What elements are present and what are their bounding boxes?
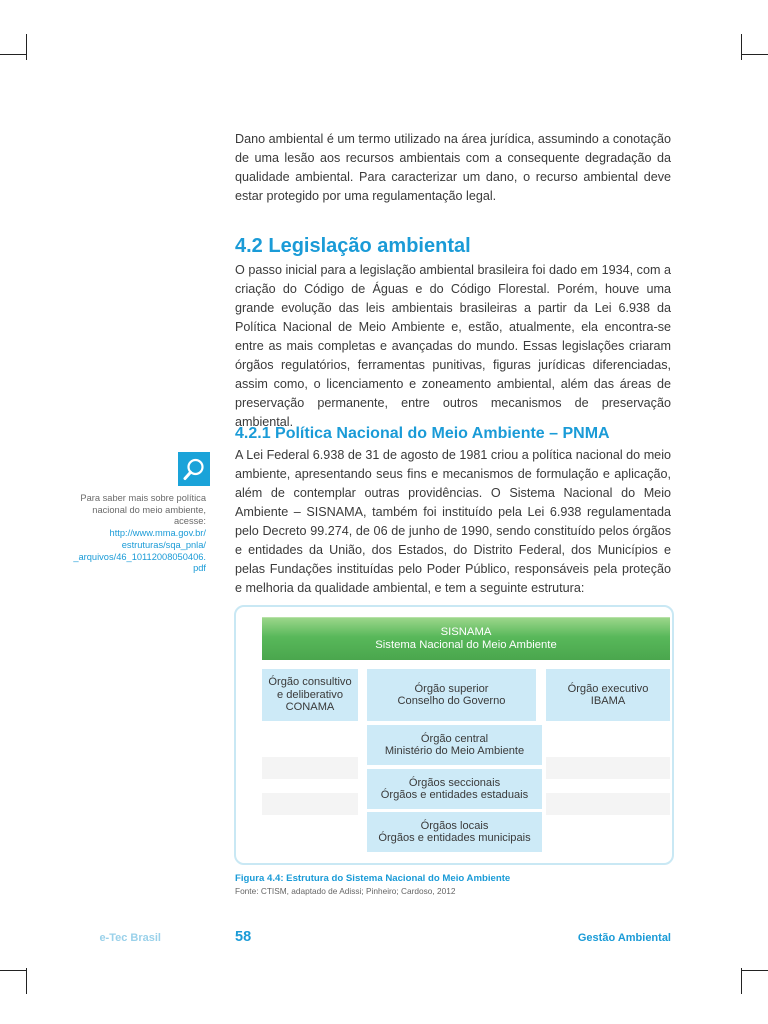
note-link[interactable]: http://www.mma.gov.br/ <box>109 528 206 539</box>
crop-mark <box>741 968 742 994</box>
crop-mark <box>26 968 27 994</box>
conama-box <box>262 669 358 721</box>
placeholder-shadow <box>262 757 358 779</box>
note-link[interactable]: estruturas/sqa_pnla/ <box>121 539 206 550</box>
crop-mark <box>0 54 26 55</box>
box-label: Órgão executivo <box>567 682 649 695</box>
crop-mark <box>26 34 27 60</box>
note-text: acesse: <box>173 516 206 527</box>
box-label: Órgãos locais <box>420 819 489 832</box>
crop-mark <box>0 970 26 971</box>
intro-paragraph: Dano ambiental é um termo utilizado na área jurídica, assumindo a conotação de uma lesão aos recursos ambientais com a consequente degradação da qualidade ambiental. Para caracterizar um dano, o recurso ambiental deve estar protegido por uma regulamentação legal. <box>235 132 671 203</box>
box-label: Órgão consultivo <box>268 676 352 689</box>
box-label: IBAMA <box>590 695 626 707</box>
subsection-heading: 4.2.1 Política Nacional do Meio Ambiente – PNMA <box>235 425 610 442</box>
page-number: 58 <box>235 929 252 945</box>
note-text: nacional do meio ambiente, <box>92 504 206 515</box>
note-link[interactable]: pdf <box>193 563 206 574</box>
section-paragraph: O passo inicial para a legislação ambiental brasileira foi dado em 1934, com a criação do Código de Águas e do Código Florestal. Porém, houve uma grande evolução das leis ambientais brasileiras a partir da Lei 6.938 da Política Nacional de Meio Ambiente e, estão, atualmente, ela encontra-se entre as mais completas e avançadas do mundo. Essas legislações criaram órgãos regulatórios, ferramentas punitivas, figuras jurídicas diferenciadas, assim como, o licenciamento e zoneamento ambiental, além das áreas de preservação permanente, entre outros mecanismos de preservação ambiental. <box>235 263 671 429</box>
footer-book-title: Gestão Ambiental <box>577 932 671 944</box>
subsection-paragraph: A Lei Federal 6.938 de 31 de agosto de 1981 criou a política nacional do meio ambiente, apresentando seus fins e mecanismos de formulação e aplicação, além de contemplar outras providências. O Sistema Nacional do Meio Ambiente – SISNAMA, também foi instituído pela Lei 6.938 regulamentada pelo Decreto 99.274, de 06 de junho de 1990, sendo constituído pelos órgãos e entidades da União, dos Estados, do Distrito Federal, dos Municípios e pelas Fundações instituídas pelo Poder Público, responsáveis pela proteção e melhoria da qualidade ambiental, e tem a seguinte estrutura: <box>235 448 671 595</box>
box-label: Órgãos e entidades municipais <box>378 832 531 844</box>
box-label: Órgão central <box>420 732 489 745</box>
sidebar-note <box>60 493 206 575</box>
crop-mark <box>741 34 742 60</box>
sisnama-subtitle: Sistema Nacional do Meio Ambiente <box>375 639 557 651</box>
box-label: Órgãos e entidades estaduais <box>380 789 529 801</box>
note-link[interactable]: _arquivos/46_10112008050406. <box>73 551 206 562</box>
figure-source: Fonte: CTISM, adaptado de Adissi; Pinheiro; Cardoso, 2012 <box>235 886 456 896</box>
sisnama-header-box <box>262 617 670 660</box>
sectional-organs-box <box>367 769 542 809</box>
box-label: Órgãos seccionais <box>408 776 501 789</box>
placeholder-shadow <box>262 793 358 815</box>
placeholder-shadow <box>546 793 670 815</box>
ibama-box <box>546 669 670 721</box>
crop-mark <box>742 54 768 55</box>
figure-caption: Figura 4.4: Estrutura do Sistema Nacional do Meio Ambiente <box>235 873 511 884</box>
magnifier-icon <box>178 452 210 486</box>
box-label: Ministério do Meio Ambiente <box>384 745 525 757</box>
box-label: e deliberativo <box>277 688 343 701</box>
footer-publisher: e-Tec Brasil <box>99 932 161 944</box>
sisnama-title: SISNAMA <box>440 626 492 638</box>
note-text: Para saber mais sobre política <box>80 493 206 503</box>
central-organ-box <box>367 725 542 765</box>
placeholder-shadow <box>546 757 670 779</box>
box-label: Conselho do Governo <box>397 695 506 707</box>
box-label: CONAMA <box>285 701 335 714</box>
crop-mark <box>742 970 768 971</box>
box-label: Órgão superior <box>414 682 489 695</box>
section-heading: 4.2 Legislação ambiental <box>235 235 471 257</box>
local-organs-box <box>367 812 542 852</box>
superior-organ-box <box>367 669 536 721</box>
